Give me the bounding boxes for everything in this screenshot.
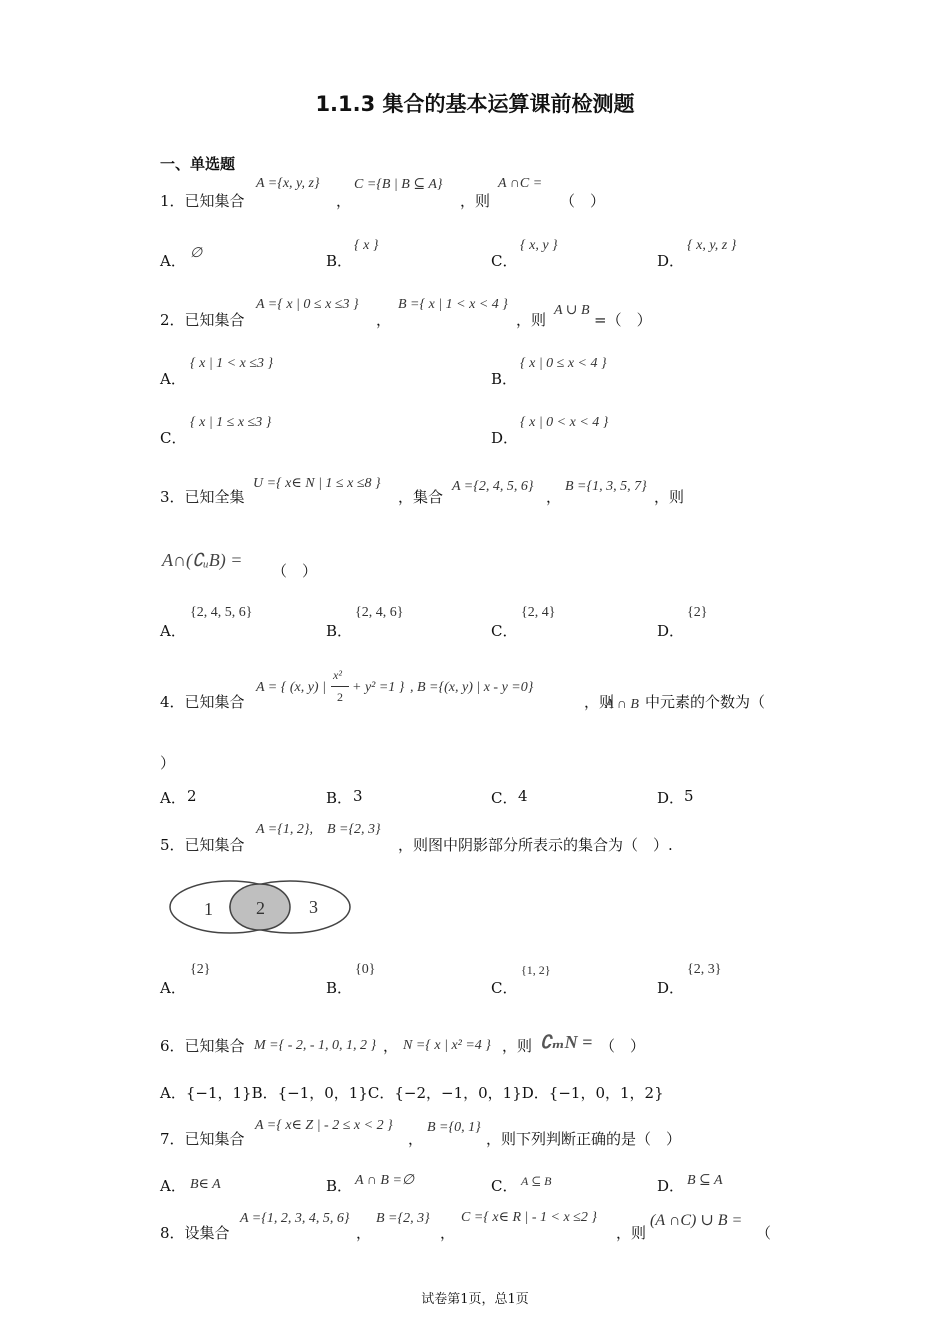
question-1-set-c: C ={B | B ⊆ A} — [354, 177, 443, 192]
question-3-paren: （ ） — [272, 562, 318, 580]
q4-option-d-value: 5 — [684, 787, 694, 805]
q1-option-c-label: C． — [491, 252, 518, 270]
q5-option-a-value: {2} — [190, 962, 211, 977]
question-8-set-a: A ={1, 2, 3, 4, 5, 6} — [240, 1211, 350, 1226]
q7-option-b-label: B． — [326, 1177, 353, 1195]
q5-option-c-value: {1, 2} — [521, 963, 551, 977]
q4-option-c-value: 4 — [518, 787, 528, 805]
question-5-tail: ，则图中阴影部分所表示的集合为（ ）. — [398, 836, 673, 854]
question-4-close: ） — [160, 754, 176, 772]
question-3-universe: U ={ x∈ N | 1 ≤ x ≤8 } — [253, 476, 381, 491]
q7-option-a-label: A． — [160, 1177, 186, 1195]
venn-label-middle: 2 — [256, 898, 265, 918]
q7-option-a-value: B∈ A — [190, 1177, 221, 1192]
q4-option-b-label: B． — [326, 789, 353, 807]
q4-option-d-label: D． — [657, 789, 685, 807]
question-1-then: ，则 — [460, 192, 491, 210]
question-4-frac-bar — [331, 686, 349, 687]
q2-option-a-value: { x | 1 < x ≤3 } — [190, 356, 274, 371]
q1-option-d-label: D． — [657, 252, 685, 270]
q3-option-b-label: B． — [326, 622, 353, 640]
q2-option-b-label: B． — [491, 370, 518, 388]
q5-option-d-label: D． — [657, 979, 685, 997]
question-1-sep: ， — [336, 192, 352, 210]
question-2-prefix: 2．已知集合 — [160, 311, 245, 329]
q5-option-c-label: C． — [491, 979, 518, 997]
question-3-prefix: 3．已知全集 — [160, 488, 245, 506]
question-3-expr: A∩(∁ᵤB) = — [162, 550, 243, 570]
question-3-sep: ， — [546, 488, 562, 506]
q4-option-b-value: 3 — [353, 787, 363, 805]
question-7-set-a: A ={ x∈ Z | - 2 ≤ x < 2 } — [255, 1118, 393, 1133]
question-8-prefix: 8．设集合 — [160, 1224, 230, 1242]
question-4-tail: 中元素的个数为（ — [645, 693, 766, 711]
question-6-sep: ， — [383, 1037, 399, 1055]
question-8-set-b: B ={2, 3} — [376, 1211, 430, 1226]
question-4-expr: A ∩ B — [605, 697, 639, 712]
q2-option-a-label: A． — [160, 370, 186, 388]
q1-option-c-value: { x, y } — [520, 238, 558, 253]
question-6-then: ，则 — [502, 1037, 533, 1055]
q4-option-a-label: A． — [160, 789, 186, 807]
venn-diagram — [165, 878, 355, 938]
question-4-prefix: 4．已知集合 — [160, 693, 245, 711]
page-title: 1.1.3 集合的基本运算课前检测题 — [315, 92, 635, 116]
q5-option-d-value: {2, 3} — [687, 962, 722, 977]
q1-option-b-value: { x } — [354, 238, 379, 253]
q5-option-b-label: B． — [326, 979, 353, 997]
question-3-set-a: A ={2, 4, 5, 6} — [452, 479, 534, 494]
question-3-mid: ，集合 — [398, 488, 444, 506]
q7-option-d-label: D． — [657, 1177, 685, 1195]
question-5-sets: A ={1, 2}, B ={2, 3} — [256, 822, 381, 837]
question-4-set-b: , B ={(x, y) | x - y =0} — [410, 680, 534, 695]
question-6-prefix: 6．已知集合 — [160, 1037, 245, 1055]
venn-label-left: 1 — [204, 899, 213, 919]
q3-option-c-label: C． — [491, 622, 518, 640]
q2-option-c-value: { x | 1 ≤ x ≤3 } — [190, 415, 272, 430]
q6-options-line: A．{−1，1}B．{−1，0，1}C．{−2，−1，0，1}D．{−1，0，1，2} — [160, 1084, 664, 1102]
question-4-set-a-head: A = { (x, y) | — [256, 680, 326, 695]
q3-option-d-value: {2} — [687, 605, 708, 620]
q3-option-a-value: {2, 4, 5, 6} — [190, 605, 253, 620]
question-2-expr: A ∪ B — [554, 303, 590, 318]
question-1-expr: A ∩C = — [498, 176, 543, 191]
question-4-then: ，则 — [584, 693, 615, 711]
q1-option-d-value: { x, y, z } — [687, 238, 737, 253]
question-6-expr: ∁ₘN = — [540, 1032, 593, 1052]
question-7-tail: ，则下列判断正确的是（ ） — [486, 1130, 682, 1148]
q1-option-b-label: B． — [326, 252, 353, 270]
q7-option-c-value: A ⊆ B — [521, 1174, 552, 1188]
question-1-set-a: A ={x, y, z} — [256, 176, 320, 191]
q5-option-a-label: A． — [160, 979, 186, 997]
q2-option-d-label: D． — [491, 429, 519, 447]
question-8-sep1: ， — [356, 1224, 372, 1242]
question-1-prefix: 1．已知集合 — [160, 192, 245, 210]
question-7-set-b: B ={0, 1} — [427, 1120, 481, 1135]
question-1-paren: （ ） — [560, 192, 606, 210]
question-5-prefix: 5．已知集合 — [160, 836, 245, 854]
question-2-sep: ， — [376, 311, 392, 329]
question-6-set-n: N ={ x | x² =4 } — [403, 1038, 491, 1053]
question-8-sep2: ， — [440, 1224, 456, 1242]
question-3-set-b: B ={1, 3, 5, 7} — [565, 479, 647, 494]
question-2-set-b: B ={ x | 1 < x < 4 } — [398, 297, 508, 312]
q7-option-b-value: A ∩ B =∅ — [355, 1173, 415, 1188]
question-8-set-c: C ={ x∈ R | - 1 < x ≤2 } — [461, 1210, 597, 1225]
question-8-expr: (A ∩C) ∪ B = — [650, 1212, 743, 1229]
q3-option-a-label: A． — [160, 622, 186, 640]
question-8-paren: （ — [756, 1224, 772, 1242]
q2-option-b-value: { x | 0 ≤ x < 4 } — [520, 356, 607, 371]
q1-option-a-label: A． — [160, 252, 186, 270]
q1-option-a-value: ∅ — [190, 246, 203, 261]
q3-option-b-value: {2, 4, 6} — [355, 605, 404, 620]
q2-option-c-label: C． — [160, 429, 187, 447]
question-2-then: ，则 — [516, 311, 547, 329]
question-4-frac-num: x² — [333, 668, 342, 682]
q3-option-d-label: D． — [657, 622, 685, 640]
question-2-set-a: A ={ x | 0 ≤ x ≤3 } — [256, 297, 359, 312]
page-footer: 试卷第1页，总1页 — [421, 1292, 529, 1307]
question-7-sep: ， — [408, 1130, 424, 1148]
q4-option-c-label: C． — [491, 789, 518, 807]
q5-option-b-value: {0} — [355, 962, 376, 977]
section-heading: 一、单选题 — [160, 155, 236, 173]
q2-option-d-value: { x | 0 < x < 4 } — [520, 415, 609, 430]
question-2-tail: =（ ） — [594, 311, 652, 329]
question-3-tail: ，则 — [654, 488, 685, 506]
q7-option-c-label: C． — [491, 1177, 518, 1195]
question-8-then: ，则 — [616, 1224, 647, 1242]
question-6-paren: （ ） — [600, 1037, 646, 1055]
question-6-set-m: M ={ - 2, - 1, 0, 1, 2 } — [254, 1038, 377, 1053]
q4-option-a-value: 2 — [187, 787, 197, 805]
q7-option-d-value: B ⊆ A — [687, 1173, 723, 1188]
question-7-prefix: 7．已知集合 — [160, 1130, 245, 1148]
question-4-frac-den: 2 — [337, 690, 343, 704]
question-4-set-a-tail: + y² =1 } — [352, 680, 405, 695]
q3-option-c-value: {2, 4} — [521, 605, 556, 620]
venn-label-right: 3 — [309, 897, 318, 917]
